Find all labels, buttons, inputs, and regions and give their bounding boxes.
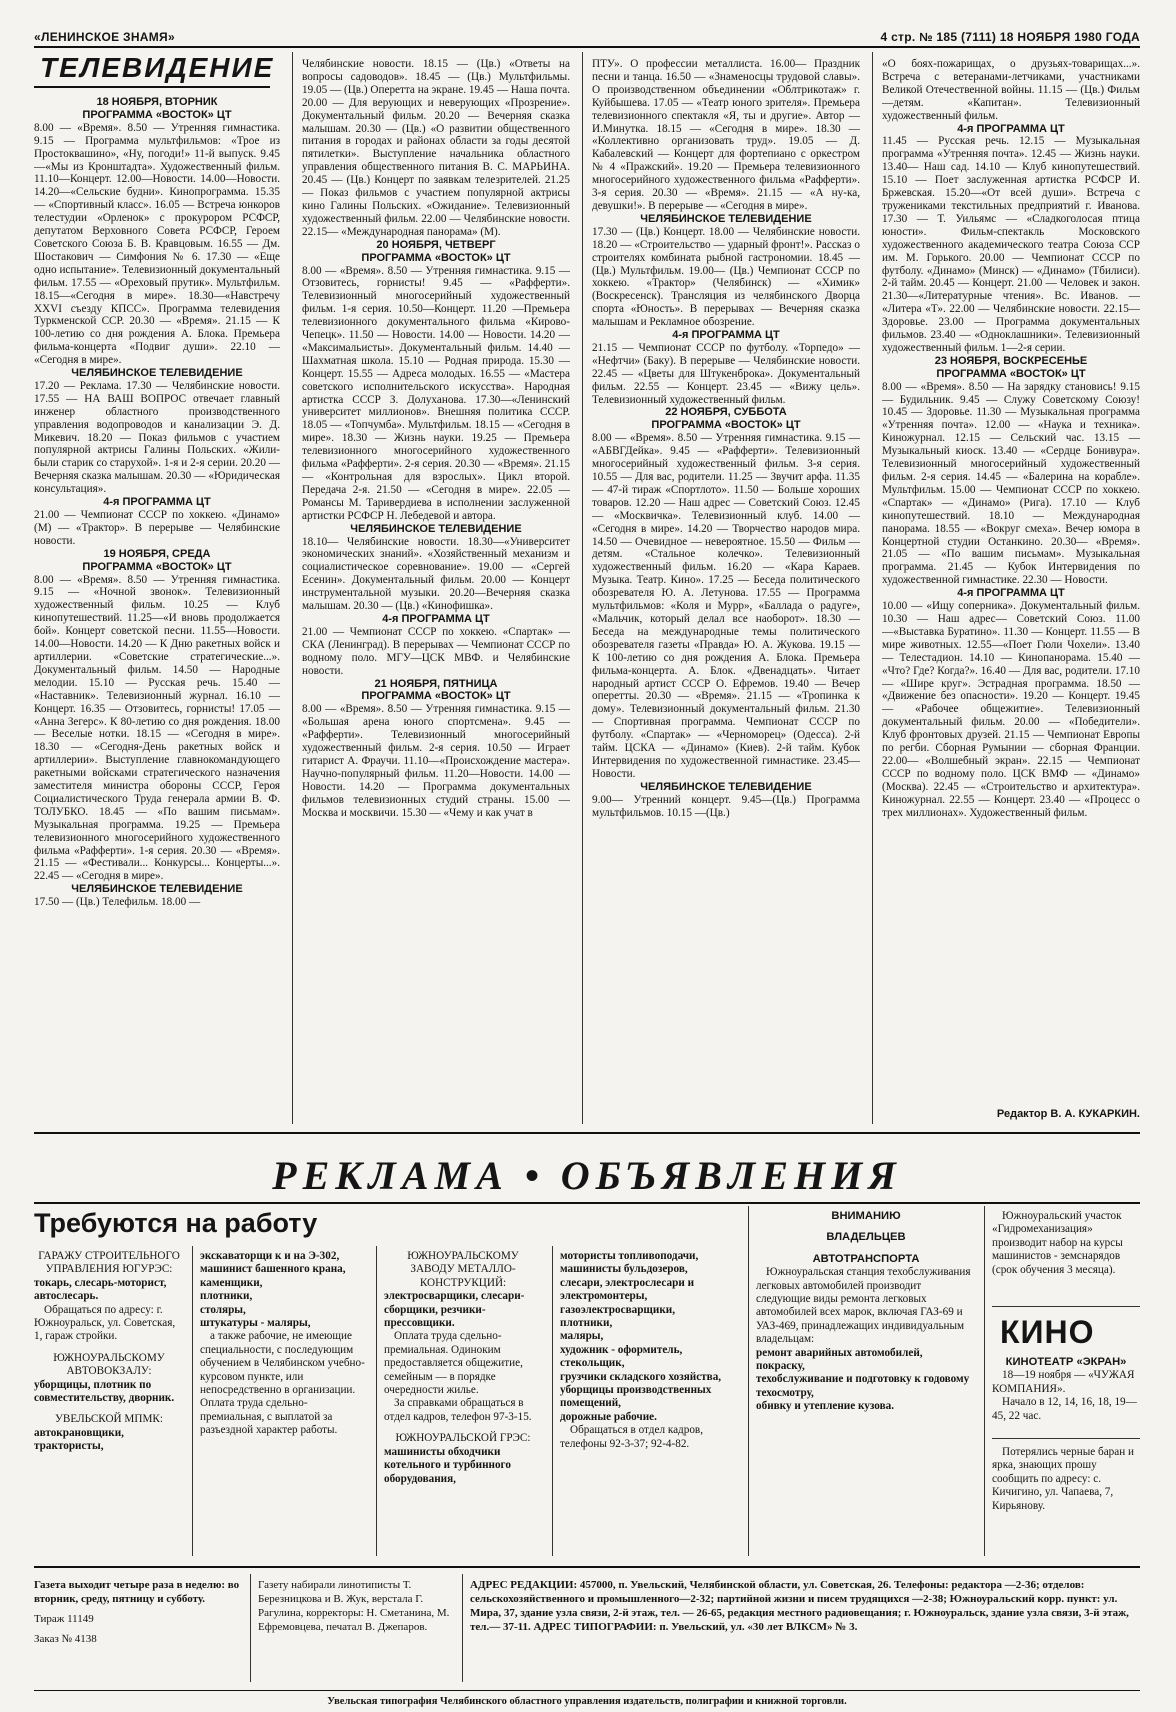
program-heading: 23 НОЯБРЯ, ВОСКРЕСЕНЬЕ: [934, 354, 1088, 367]
footer-address: АДРЕС РЕДАКЦИИ: 457000, п. Увельский, Челябинской области, ул. Советская, 26. Телефоны: редактора —2-36; отделов: сельскохозяйственного и промышленного—2-32; партийной жизни и писем трудящихся —2-38; Южноуральский корр. пункт: ул. Мира, 37, здание узла связи, 2-й этаж, тел. — 26-65, редакция местного радиовещания; г. Южноуральск, здание узла связи, 3-й этаж, тел.— 37-11. АДРЕС ТИПОГРАФИИ: п. Увельский, ул. «30 лет ВЛКСМ» № 3.: [470, 1579, 1129, 1633]
text-line: АВТОТРАНСПОРТА: [812, 1252, 920, 1265]
ad-divider: [748, 1206, 749, 1556]
ad-divider: [192, 1246, 193, 1556]
program-heading: ЧЕЛЯБИНСКОЕ ТЕЛЕВИДЕНИЕ: [350, 522, 522, 535]
jobs-title: Требуются на работу: [34, 1208, 318, 1238]
footer-divider: [250, 1574, 251, 1682]
issue-info: 4 стр. № 185 (7111) 18 НОЯБРЯ 1980 ГОДА: [880, 30, 1140, 44]
text-line: УВЕЛЬСКОЙ МПМК:: [55, 1413, 163, 1426]
program-heading: 4-я ПРОГРАММА ЦТ: [382, 612, 490, 625]
program-heading: 4-я ПРОГРАММА ЦТ: [103, 496, 211, 509]
text-paragraph: 21.15 — Чемпионат СССР по футболу. «Торпедо» — «Нефтчи» (Баку). В перерыве — Челябинские новости. 22.45 — «Цветы для Штукенброка». Документальный фильм. 22.55 — Концерт. 23.45 — «Вижу цель». Телевизионный художественный фильм.: [592, 341, 860, 406]
text-line: столяры,: [200, 1303, 246, 1316]
text-paragraph: 10.00 — «Ищу соперника». Документальный фильм. 10.30 — Наш адрес— Советский Союз. 11.00—«Выставка Буратино». 11.30 — Концерт. 11.55 — В мире животных. 12.55—«Поет Гюли Чохели». 13.40 — Телестадион. 14.10 — Кинопанорама. 15.40 — «Что? Где? Когда?». 16.40 — Для вас, родители. 17.10 — «Шире круг». Эстрадная программа. 18.50 — «Движение без опасности». 19.20 — Концерт. 19.45 — «Рабочее общежитие». Телевизионный документальный фильм. 20.00 — «Победители». Клуб фронтовых друзей. 21.15 — Чемпионат Европы по регби. Сборная Румынии — сборная Франции. 22.00— «Волшебный экран». 22.15 — Чемпионат СССР по водному поло. ЦСК ВМФ — «Динамо» (Москва). 22.45 — «Строительство и архитектура». Киножурнал. 22.55 — Концерт. 23.40 — «Процесс о трех миллионах». Художественный фильм.: [882, 600, 1140, 819]
text-line: машинисты обходчики котельного и турбинного оборудования,: [384, 1445, 511, 1485]
text-line: дорожные рабочие.: [560, 1410, 657, 1423]
text-paragraph: 8.00 — «Время». 8.50 — Утренняя гимнастика. 9.15 — «АБВГДейка». 9.45 — «Рафферти». Телевизионный многосерийный художественный фильм. 3-я серия. 10.55 — Для вас, родители. 11.25 — Звучит арфа. 11.35 — 47-й тираж «Спортлото». 11.50 — Больше хороших товаров. 12.20 — Наш адрес — Советский Союз. 12.45 — «Москвичка». Телевизионный клуб. 14.00 — «Сегодня в мире». 14.20 — Творчество народов мира. 14.50 — Очевидное — невероятное. 15.50 — Фильм — детям. «Стальное колечко». Телевизионный художественный фильм. 16.20 — «Кара Караев. Музыка. Театр. Кино». 17.25 — Беседа политического обозревателя Ю. А. Летунова. 17.55 — Программа мультфильмов: «Коля и Мурр», «Баллада о радуге», «Мальчик, который делал все наоборот». 18.30 — Беседа на международные темы политического обозревателя газеты «Правда» Ю. А. Жукова. 19.15 — К 100-летию со дня рождения А. Блока. Премьера фильма-концерта. А. Блок. «Двенадцать». Читает народный артист СССР О. Ефремов. 19.40 — Вечер оперетты. 20.30 — «Время». 21.15 — «Тропинка к дому». Телевизионный документальный фильм. 21.30 — Спортивная программа. Чемпионат СССР по футболу. «Спартак» — «Черноморец» (Одесса). 2-й тайм. ЦСКА — «Динамо» (Киев). 2-й тайм. Кубок Интервидения по художественной гимнастике. 23.45— Новости.: [592, 432, 860, 780]
footer-divider: [462, 1574, 463, 1682]
footer-rule: [34, 1566, 1140, 1568]
program-heading: ПРОГРАММА «ВОСТОК» ЦТ: [82, 560, 232, 573]
text-line: штукатуры - маляры,: [200, 1317, 311, 1330]
text-line: газоэлектросварщики,: [560, 1303, 676, 1316]
newspaper-name: «ЛЕНИНСКОЕ ЗНАМЯ»: [34, 30, 175, 44]
publication-schedule: Газета выходит четыре раза в неделю: во вторник, среду, пятницу и субботу.: [34, 1579, 240, 1605]
tv-column-1: [34, 96, 280, 1130]
program-heading: 4-я ПРОГРАММА ЦТ: [672, 329, 780, 342]
tv-column-3: [592, 58, 860, 1130]
text-paragraph: Обращаться в отдел кадров, телефоны 92-3-37; 92-4-82.: [560, 1424, 704, 1450]
program-heading: 19 НОЯБРЯ, СРЕДА: [103, 547, 211, 560]
text-paragraph: Потерялись черные баран и ярка, знающих прошу сообщить по адресу: с. Кичигино, ул. Чапаева, 7, Кирьянову.: [992, 1446, 1134, 1512]
kino-title: КИНО: [1000, 1314, 1095, 1350]
ad-car-service: [756, 1210, 976, 1556]
program-heading: 20 НОЯБРЯ, ЧЕТВЕРГ: [376, 238, 496, 251]
text-line: плотники,: [560, 1317, 613, 1330]
column-divider: [292, 52, 293, 1124]
text-paragraph: Челябинские новости. 18.15 — (Цв.) «Ответы на вопросы садоводов». 18.45 — (Цв.) Мультфильмы. 19.05 — (Цв.) Оперетта на экране. 19.45 — Наша почта. 20.00 — Для верующих и неверующих «Прозрение». Документальный фильм. 20.20 — Вечерняя сказка малышам. 20.30 — (Цв.) «О развитии общественного питания в городах и районах области за годы десятой пятилетки». Выступление начальника областного управления общественного питания В. С. МАРЬИНА. 20.45 — (Цв.) Концерт по заявкам телезрителей. 21.25 — Показ фильмов с участием популярной актрисы кино Галины Польских. «Ожидание». Телевизионный художественный фильм. 22.00 — Челябинские новости. 22.15— «Международная панорама» (М).: [302, 58, 570, 238]
order-number: Заказ № 4138: [34, 1633, 97, 1645]
text-line: ремонт аварийных автомобилей,: [756, 1346, 923, 1359]
text-line: плотники,: [200, 1290, 253, 1303]
text-line: обивку и утепление кузова.: [756, 1400, 895, 1413]
ads-banner: РЕКЛАМА • ОБЪЯВЛЕНИЯ: [272, 1153, 902, 1198]
text-paragraph: 8.00 — «Время». 8.50 — Утренняя гимнастика. 9.15 — Программа мультфильмов: «Трое из Простоквашино», «Ну, погоди!» 11-й выпуск. 9.45—«Мы из Кронштадта». Художественный фильм. 11.10—Концерт. 12.00—Новости. 14.00—Новости. 14.20—«Сельские будни». Кинопрограмма. 15.35 — «Спортивный класс». 16.05 — Встреча юнкоров телестудии «Орленок» с прокурором РСФСР, депутатом Верховного Совета РСФСР, Героем Советского Союза Б. В. Кравцовым. 16.55 — Дм. Шостакович — Симфония № 6. 17.30 — «Еще одно испытание». Телевизионный документальный фильм. 17.55 — «Ореховый прутик». Мультфильм. 18.15—«Сегодня в мире». 18.30—«Навстречу XXVI съезду КПСС». Программа телевидения Туркменской ССР. 20.30 — «Время». 21.15 — К 100-летию со дня рождения А. Блока. Премьера фильма-концерта «Подвиг души». 22.10 — «Сегодня в мире».: [34, 121, 280, 367]
program-heading: 4-я ПРОГРАММА ЦТ: [957, 122, 1065, 135]
text-paragraph: 17.50 — (Цв.) Телефильм. 18.00 —: [34, 896, 201, 909]
text-line: техобслуживание и подготовку к годовому техосмотру,: [756, 1373, 970, 1399]
text-line: машинисты бульдозеров,: [560, 1263, 688, 1276]
text-paragraph: 17.30 — (Цв.) Концерт. 18.00 — Челябинские новости. 18.20 — «Строительство — ударный фронт!». Рассказ о строителях комбината рыбной гастрономии. 18.45 — (Цв.) Мультфильм. 19.00— (Цв.) Чемпионат СССР по хоккею. «Трактор» (Челябинск) — «Химик» (Воскресенск). Трансляция из челябинского Дворца спорта «Юность». В перерывах — Вечерняя сказка малышам и Рекламное обозрение.: [592, 225, 860, 329]
footer-schedule: [34, 1578, 242, 1646]
text-paragraph: 8.00 — «Время». 8.50 — Утренняя гимнастика. 9.15 — Отзовитесь, горнисты! 9.45 — «Рафферти». Телевизионный многосерийный художественный фильм. 1-я серия. 10.50—Концерт. 11.20 —Премьера телевизионного документального фильма «Кирово-Чепецк». 11.50 — Новости. 14.00 — Новости. 14.20 — «Максимальисты». Документальный фильм. 14.40 — Шахматная школа. 15.10 — Родная природа. 15.30 — Концерт. 15.55 — Адреса молодых. 16.55 — «Мастера советского исполнительского искусства». Народная артистка СССР З. Долуханова. 17.30—«Ленинский университет миллионов». Внешняя политика СССР. 18.05 — «Топчумба». Мультфильм. 18.15 — «Сегодня в мире». 18.30 — Жизнь науки. 19.25 — Премьера телевизионного многосерийного художественного фильма «Рафферти». 2-я серия. 20.30 — «Время». 21.15 — «Контрольная для взрослых». Цикл второй. Передача 2-я. 21.50 — «Сегодня в мире». 22.05 — Романсы М. Таривердиева в исполнении заслуженной артистки РСФСР Н. Лебедевой и автора.: [302, 264, 570, 522]
text-line: токарь, слесарь-моторист, автослесарь.: [34, 1276, 167, 1303]
text-paragraph: 17.20 — Реклама. 17.30 — Челябинские новости. 17.55 — НА ВАШ ВОПРОС отвечает главный инженер областного производственного управления водопроводов и канализации Э. Д. Микевич. 18.20 — Показ фильмов с участием популярной актрисы Галины Польских. «Жили-были старик со старухой». 1-я и 2-я серии. 20.20 — Вечерняя сказка малышам. 20.30 — «Юридическая консультация».: [34, 379, 280, 496]
program-heading: ЧЕЛЯБИНСКОЕ ТЕЛЕВИДЕНИЕ: [640, 780, 812, 793]
text-line: покраску,: [756, 1360, 805, 1373]
program-heading: ПРОГРАММА «ВОСТОК» ЦТ: [651, 419, 801, 432]
text-paragraph: 8.00 — «Время». 8.50 — На зарядку становись! 9.15 — Будильник. 9.45 — Служу Советскому Союзу! 10.45 — Здоровье. 11.30 — Музыкальная программа «Утренняя почта». 12.00 — «Наука и техника». Киножурнал. 12.15 — Сельский час. 13.15 — Музыкальный киоск. 13.40 — «Сердце Бонивура». Телевизионный многосерийный художественный фильм. 2-я серия. 14.45 — «Балерина на корабле». Мультфильм. 15.00 — Чемпионат СССР по хоккею. «Спартак» — «Динамо» (Рига). 17.10 — Клуб кинопутешествий. 18.10 — Международная панорама. 18.55 — «Вокруг смеха». Вечер юмора в Концертной студии Останкино. 20.30— «Время». 21.05 — «По вашим письмам». Музыкальная программа. 21.45 — Кубок Интервидения по художественной гимнастике. 22.30 — Новости.: [882, 380, 1140, 587]
program-heading: 4-я ПРОГРАММА ЦТ: [957, 587, 1065, 600]
footer-staff: Газету набирали линотиписты Т. Березницкова и В. Жук, верстала Г. Рагулина, корректоры: Н. Сметанина, М. Ефремовцева, печатал В. Джепаров.: [258, 1579, 450, 1633]
program-heading: ПРОГРАММА «ВОСТОК» ЦТ: [936, 367, 1086, 380]
text-paragraph: 21.00 — Чемпионат СССР по хоккею. «Спартак» — СКА (Ленинград). В перерывах — Чемпионат СССР по водному поло. МГУ—ЦСК МВФ. и Челябинские новости.: [302, 625, 570, 677]
text-line: слесари, электрослесари и электромонтеры,: [560, 1276, 695, 1303]
text-paragraph: 8.00 — «Время». 8.50 — Утренняя гимнастика. 9.15 — «Ночной звонок». Телевизионный художественный фильм. 10.25 — Клуб кинопутешествий. 11.25—«И вновь продолжается бой». Концерт советской песни. 11.55—Новости. 14.00—Новости. 14.20 — К Дню ракетных войск и артиллерии. «Советские стратегические...». Документальный фильм. 14.50 — Народные мелодии. 15.10 — Русская речь. 15.40 — «Наставник». Телевизионный журнал. 16.10 — Концерт. 16.35 — Отзовитесь, горнисты! 17.05 — «Анна Зегерс». К 80-летию со дня рождения. 18.00 — Веселые нотки. 18.15 — «Сегодня в мире». 18.30 — «Сегодня-День ракетных войск и артиллерии». Выступление главнокомандующего ракетными войсками стратегического назначения заместителя министра обороны СССР, Героя Социалистического Труда генерала армии В. Ф. ТОЛУБКО. 18.45 — «По вашим письмам». Музыкальная программа. 19.25 — Премьера телевизионного многосерийного художественного фильма «Рафферти». 1-я серия. 20.30 — «Время». 21.15 — «Фестивали... Конкурсы... Концерты...». 22.45 — «Сегодня в мире».: [34, 573, 280, 883]
program-heading: ЧЕЛЯБИНСКОЕ ТЕЛЕВИДЕНИЕ: [71, 883, 243, 896]
text-paragraph: ПТУ». О профессии металлиста. 16.00— Праздник песни и танца. 16.50 — «Знаменосцы трудовой славы». О производственном объединении «Облтрикотаж» г. Куйбышева. 17.05 — «Театр юного зрителя». Премьера телевизионного спектакля «Я, ты и другие». Автор — И.Минутка. 18.15 — «Сегодня в мире». 18.30 — «Коллективно организовать труд». 19.05 — Д. Кабалевский — Концерт для фортепиано с оркестром № 4 «Пражский». 19.20 — Премьера телевизионного многосерийного художественного фильма «Рафферти». 3-я серия. 20.30 — «Время». 21.15 — «А ну-ка, девушки!». В перерыве — «Сегодня в мире».: [592, 58, 860, 212]
text-paragraph: Оплата труда сдельно-премиальная. Одиноким предоставляется общежитие, семейным — в порядке очередности жилье.: [384, 1330, 523, 1397]
text-line: уборщицы, плотник по совместительству, дворник.: [34, 1378, 175, 1405]
printing-house: Увельская типография Челябинского областного управления издательств, полиграфии и книжной торговли.: [327, 1696, 847, 1707]
text-paragraph: 8.00 — «Время». 8.50 — Утренняя гимнастика. 9.15 — «Большая арена юного спортсмена». 9.45 — «Рафферти». Телевизионный многосерийный художественный фильм. 2-я серия. 10.50 — Играет гитарист А. Фраучи. 11.10—«Происхождение мастера». Научно-популярный фильм. 11.20—Новости. 14.00 — Новости. 14.20 — Программа документальных фильмов телевизионных студий страны. 15.00 — Москва и москвичи. 15.30 — «Чему и как учат в: [302, 703, 570, 819]
editor-signature: Редактор В. А. КУКАРКИН.: [996, 1108, 1140, 1120]
text-line: ЮЖНОУРАЛЬСКОМУ ЗАВОДУ МЕТАЛЛО-КОНСТРУКЦИЙ:: [407, 1250, 519, 1289]
program-heading: ПРОГРАММА «ВОСТОК» ЦТ: [361, 690, 511, 703]
text-line: уборщицы производственных помещений,: [560, 1384, 712, 1410]
ad-divider: [992, 1438, 1140, 1439]
text-line: ЮЖНОУРАЛЬСКОЙ ГРЭС:: [395, 1432, 531, 1445]
ad-divider: [376, 1246, 377, 1556]
program-heading: 18 НОЯБРЯ, ВТОРНИК: [96, 96, 218, 108]
tv-section-title: ТЕЛЕВИДЕНИЕ: [40, 52, 275, 83]
ad-mpmk-jobs: [200, 1250, 366, 1558]
text-line: электросварщики, слесари-сборщики, резчики-прессовщики.: [384, 1290, 525, 1330]
program-heading: ПРОГРАММА «ВОСТОК» ЦТ: [361, 251, 511, 264]
text-paragraph: 11.45 — Русская речь. 12.15 — Музыкальная программа «Утренняя почта». 12.45 — Жизнь науки. 13.40— Наш сад. 14.10 — Клуб кинопутешествий. 15.10 — Поет заслуженная артистка РСФСР И. Бржевская. 15.20—«От всей души». Встреча с тружениками текстильных предприятий г. Иванова. 17.30 — Т. Уильямс — «Сладкоголосая птица юности». Фильм-спектакль Московского художественного академического театра Союза ССР им. М. Горького. 20.00 — Чемпионат СССР по футболу. «Динамо» (Минск) — «Динамо» (Тбилиси). 2-й тайм. 20.45 — Концерт. 21.00 — Человек и закон. 21.30—«Литературные чтения». Вс. Иванов. — «Литера «Т». 22.00 — Челябинские новости. 22.15— Здоровье. 23.00 — Программа документальных фильмов. 23.40 — «Одноклашники». Телевизионный художественный фильм. 1—2-я серии.: [882, 135, 1140, 354]
text-line: ЮЖНОУРАЛЬСКОМУ АВТОВОКЗАЛУ:: [53, 1351, 165, 1378]
text-line: ВЛАДЕЛЬЦЕВ: [826, 1231, 906, 1244]
ad-lost-sheep: [992, 1446, 1140, 1556]
text-paragraph: Обращаться по адресу: г. Южноуральск, ул. Советская, 1, гараж стройки.: [34, 1303, 176, 1343]
text-line: автокрановщики, трактористы,: [34, 1426, 124, 1453]
program-heading: ПРОГРАММА «ВОСТОК» ЦТ: [82, 108, 232, 121]
program-heading: 22 НОЯБРЯ, СУББОТА: [665, 406, 787, 419]
text-line: ГАРАЖУ СТРОИТЕЛЬНОГО УПРАВЛЕНИЯ ЮГУРЭС:: [38, 1250, 180, 1276]
ad-gres-jobs: [560, 1250, 736, 1558]
press-rule: [34, 1690, 1140, 1691]
ad-divider: [984, 1206, 985, 1556]
text-paragraph: 18.10— Челябинские новости. 18.30—«Университет экономических знаний». «Хозяйственный механизм и социалистическое соревнование». 19.00 — «Сергей Есенин». Документальный фильм. 20.00 — Концерт инструментальной музыки. 20.20—Вечерняя сказка малышам. 20.30 — (Цв.) «Кинофишка».: [302, 535, 570, 613]
ad-divider: [992, 1306, 1140, 1307]
text-paragraph: 9.00— Утренний концерт. 9.45—(Цв.) Программа мультфильмов. 10.15 —(Цв.): [592, 793, 860, 819]
header-rule: [34, 46, 1140, 48]
tv-title-rule: [34, 86, 270, 88]
tv-column-2: [302, 58, 570, 1130]
column-divider: [582, 52, 583, 1124]
text-line: каменщики,: [200, 1276, 263, 1289]
program-heading: ЧЕЛЯБИНСКОЕ ТЕЛЕВИДЕНИЕ: [640, 212, 812, 225]
section-rule: [34, 1132, 1140, 1134]
text-paragraph: Начало в 12, 14, 16, 18, 19—45, 22 час.: [992, 1396, 1137, 1422]
text-paragraph: За справками обращаться в отдел кадров, телефон 97-3-15.: [384, 1397, 532, 1423]
text-paragraph: Южноуральская станция техобслуживания легковых автомобилей производит следующие виды ремонта легковых автомобилей всех марок, включая ГАЗ-69 и УАЗ-469, принадлежащих индивидуальным владельцам:: [756, 1266, 971, 1346]
text-line: художник - оформитель,: [560, 1343, 683, 1356]
tv-column-4: [882, 58, 1140, 1110]
text-line: грузчики складского хозяйства,: [560, 1370, 722, 1383]
ad-cinema-ekran: [992, 1356, 1140, 1432]
ads-banner-rule: [34, 1202, 1140, 1204]
text-line: маляры,: [560, 1330, 604, 1343]
ad-hydromech-courses: [992, 1210, 1140, 1300]
text-line: стекольщик,: [560, 1357, 625, 1370]
circulation: Тираж 11149: [34, 1613, 94, 1625]
text-line: машинист башенного крана,: [200, 1263, 346, 1276]
text-paragraph: а также рабочие, не имеющие специальности, с последующим обучением в Челябинском учебно-курсовом пункте, или непосредственно в организации. Оплата труда сдельно-премиальная, с выплатой за разъездной характер работы.: [200, 1330, 365, 1437]
text-line: экскаваторщи к и на Э-302,: [200, 1250, 340, 1262]
column-divider: [872, 52, 873, 1124]
text-paragraph: «О боях-пожарищах, о друзьях-товарищах...». Встреча с ветеранами-летчиками, участниками Великой Отечественной войны. 11.15 — (Цв.) Фильм—детям. «Капитан». Телевизионный художественный фильм.: [882, 58, 1140, 122]
ad-divider: [552, 1246, 553, 1556]
ad-garage-jobs: [34, 1250, 184, 1558]
newspaper-header: [34, 30, 1140, 46]
text-paragraph: 18—19 ноября — «ЧУЖАЯ КОМПАНИЯ».: [992, 1369, 1135, 1395]
text-line: КИНОТЕАТР «ЭКРАН»: [1005, 1356, 1127, 1368]
text-paragraph: 21.00 — Чемпионат СССР по хоккею. «Динамо» (М) — «Трактор». В перерыве — Челябинские новости.: [34, 509, 280, 547]
ad-metal-plant-jobs: [384, 1250, 542, 1558]
program-heading: ЧЕЛЯБИНСКОЕ ТЕЛЕВИДЕНИЕ: [71, 367, 243, 380]
program-heading: 21 НОЯБРЯ, ПЯТНИЦА: [374, 677, 498, 690]
text-line: ВНИМАНИЮ: [831, 1210, 901, 1222]
text-paragraph: Южноуральский участок «Гидромеханизация» производит набор на курсы машинистов - земснарядов (срок обучения 3 месяца).: [992, 1210, 1123, 1276]
text-line: мотористы топливоподачи,: [560, 1250, 699, 1262]
